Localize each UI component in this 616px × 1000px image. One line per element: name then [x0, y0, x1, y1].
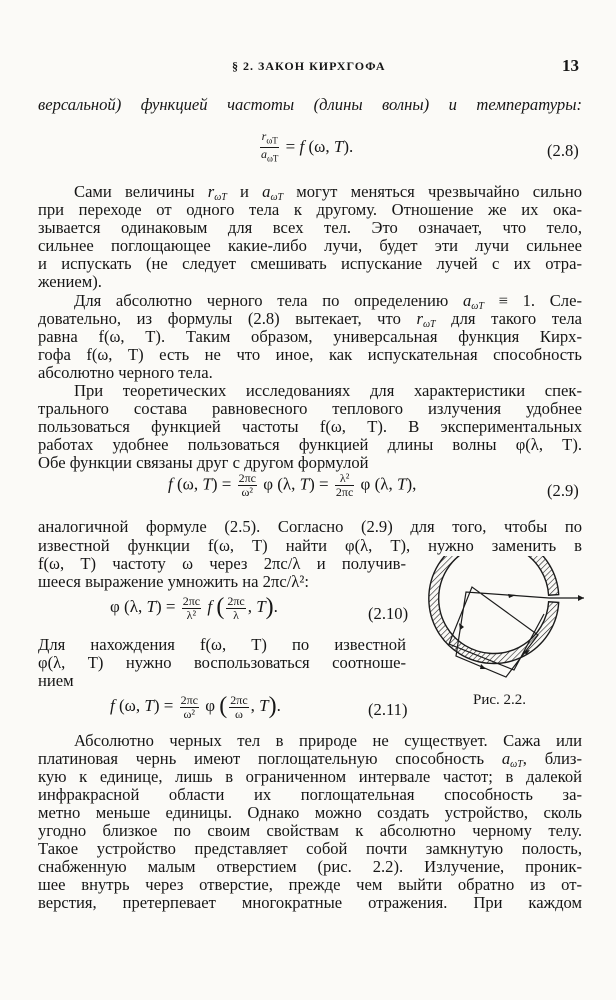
text-line: работах удобнее пользоваться функцией длины волны φ(λ, T).: [38, 435, 582, 454]
text-line: Такое устройство представляет собой почти замкнутую полость,: [38, 839, 582, 858]
figure-caption: Рис. 2.2.: [473, 692, 527, 708]
text-line: известной функции f(ω, T) найти φ(λ, T), нужно заменить в: [38, 536, 582, 555]
text-line: довательно, из формулы (2.8) вытекает, что $r_{\omega T}$ для такого тела: [38, 309, 582, 330]
intro-line: версальной) функцией частоты (длины волны) и температуры:: [38, 95, 582, 114]
text-line: снабженную малым отверстием (рис. 2.2). Излучение, проник-: [38, 857, 582, 876]
text-line: при переходе от одного тела к другому. Отношение же их ока-: [38, 200, 582, 219]
equation-2-11: f (ω, T) = $\frac{2\pi c}{\text{ω²}}$ φ ( $\frac{2\pi c}{\omega}$ , T).: [110, 692, 281, 721]
text-line: гофа f(ω, T) есть не что иное, как испускательная способность: [38, 345, 582, 364]
equation-number: (2.11): [368, 700, 408, 719]
text-line: φ(λ, T) нужно воспользоваться соотноше-: [38, 653, 406, 672]
text-line: зывается одинаковым для всех тел. Это означает, что тело,: [38, 218, 582, 237]
page-number: 13: [562, 56, 579, 75]
text-line: трального состава равновесного теплового излучения удобнее: [38, 399, 582, 418]
text-line: метно меньше единицы. Однако можно создать устройство, сколь: [38, 803, 582, 822]
text-line: При теоретических исследованиях для характеристики спек-: [74, 381, 582, 400]
cavity-diagram: [418, 556, 588, 696]
text-line: Обе функции связаны друг с другом формулой: [38, 453, 369, 472]
text-line: аналогичной формуле (2.5). Согласно (2.9) для того, чтобы по: [38, 517, 582, 536]
text-line: Абсолютно черных тел в природе не существует. Сажа или: [74, 731, 582, 750]
text-line: угодно близкое по своим свойствам к абсолютно черному телу.: [38, 821, 582, 840]
figure-2-2: [418, 556, 588, 696]
text-line: инфракрасной области их поглощательная способность за-: [38, 785, 582, 804]
page-header: [0, 56, 616, 78]
text-line: f(ω, T) частоту ω через 2πc/λ и получив-: [38, 554, 406, 573]
text-line: равна f(ω, T). Таким образом, универсальная функция Кирх-: [38, 327, 582, 346]
text-line: Для нахождения f(ω, T) по известной: [38, 635, 406, 654]
text-line: Сами величины $r_{\omega T}$ и $a_{\omega T}$ могут меняться чрезвычайно сильно: [74, 182, 583, 203]
equation-2-10: φ (λ, T) = $\frac{2\pi c}{\text{λ²}}$ f ( $\frac{2\pi c}{\lambda}$ , T).: [110, 593, 278, 622]
text-line: жением).: [38, 272, 102, 291]
text-line: кую к единице, лишь в ограниченном интервале частот; в далекой: [38, 767, 582, 786]
text-line: верстия, претерпевает многократные отражения. При каждом: [38, 893, 582, 912]
text-line: нием: [38, 671, 74, 690]
text-line: Для абсолютно черного тела по определению $a_{\omega T} \equiv 1$. Сле-: [74, 291, 582, 312]
equation-2-8: $\frac{r_{\omega T}}{a_{\omega T}}$ = f (ω, T).: [261, 129, 354, 164]
text-line: платиновая чернь имеют поглощательную способность $a_{\omega T}$, близ-: [38, 749, 582, 770]
section-title: § 2. ЗАКОН КИРХГОФА: [232, 59, 386, 73]
text-line: шее внутрь через отверстие, прежде чем выйти обратно из от-: [38, 875, 582, 894]
equation-number: (2.9): [547, 481, 579, 500]
equation-number: (2.8): [547, 141, 579, 160]
equation-number: (2.10): [368, 604, 409, 623]
equation-2-9: f (ω, T) = $\frac{2\pi c}{\text{ω²}}$ φ (λ, T) = $\frac{\text{λ²}}{2\pi c}$ φ (λ, T),: [168, 471, 417, 499]
text-line: пользоваться функцией частоты f(ω, T). В экспериментальных: [38, 417, 582, 436]
text-line: абсолютно черного тела.: [38, 363, 213, 382]
text-line: и испускать (не следует смешивать испускание лучей с их отра-: [38, 254, 582, 273]
text-line: шееся выражение умножить на 2πc/λ²:: [38, 572, 309, 591]
text-line: сильнее поглощающее какие-либо лучи, будет эти лучи сильнее: [38, 236, 582, 255]
